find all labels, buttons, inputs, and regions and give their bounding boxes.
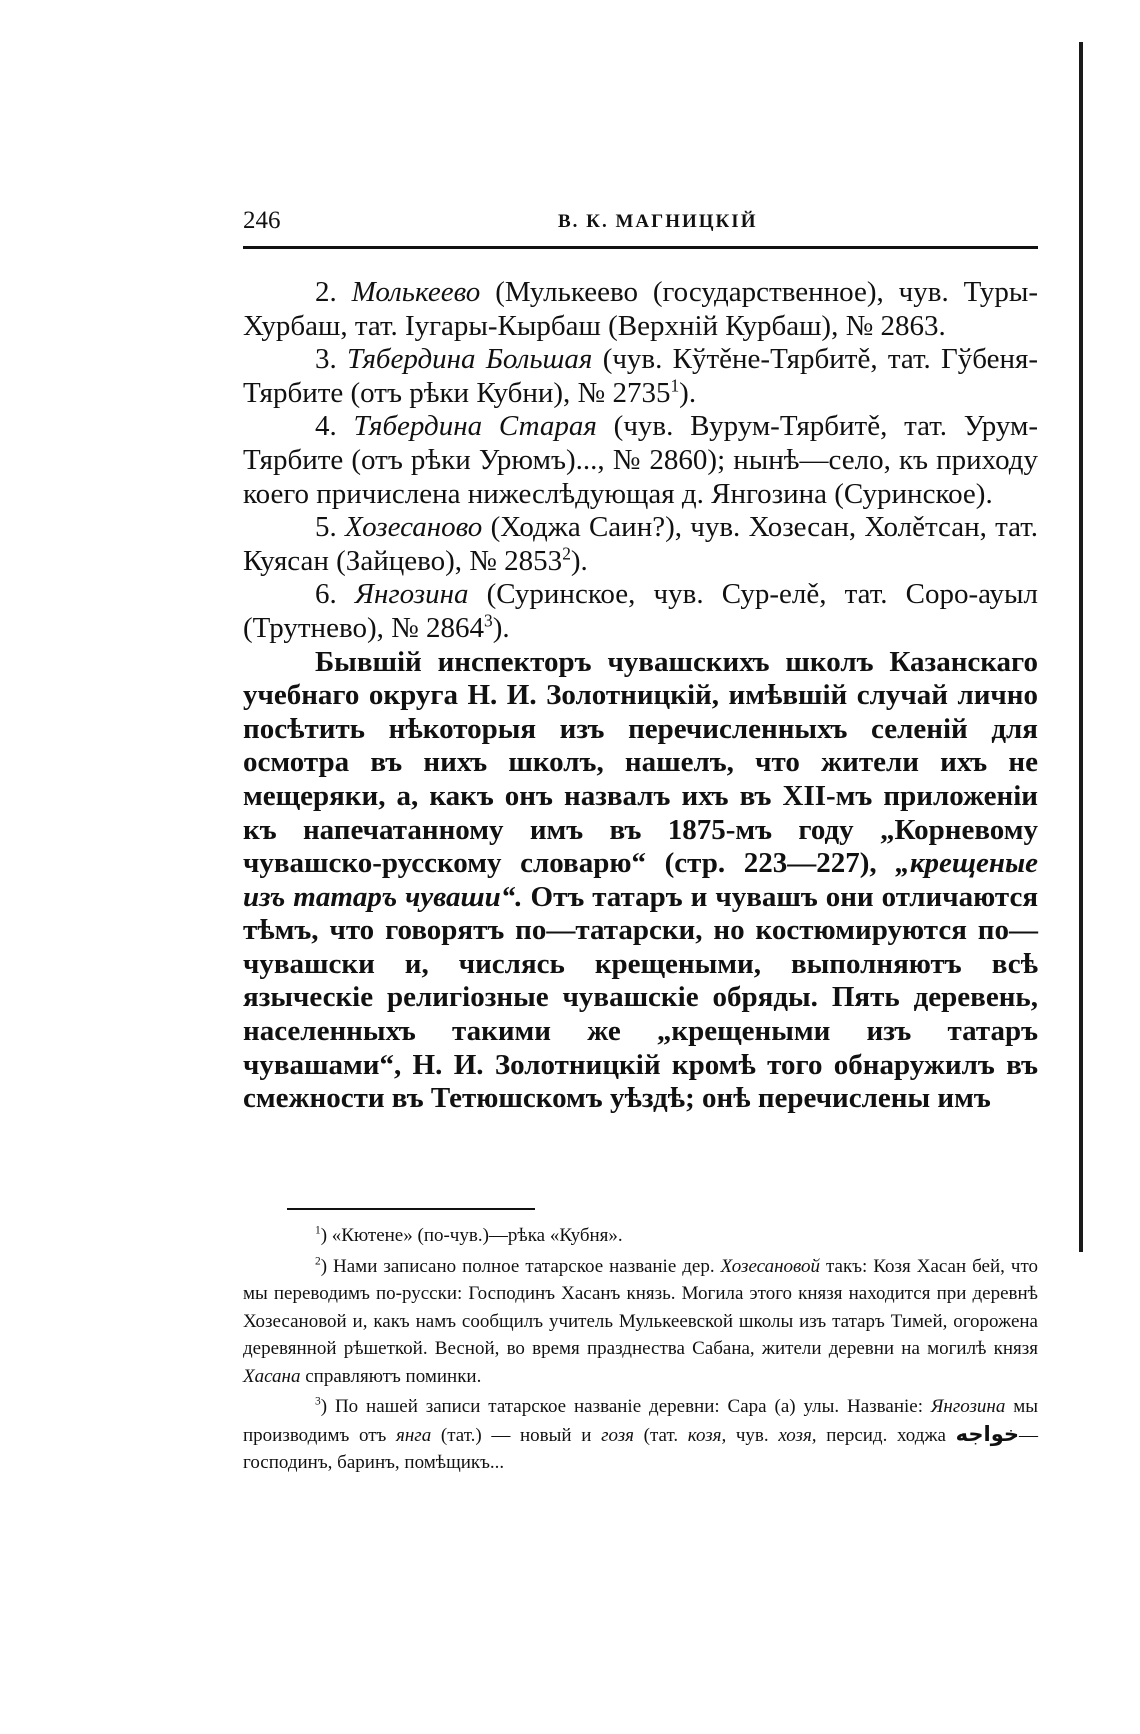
footnotes: [243, 1222, 1038, 1480]
footnote: $^1$) «Кютене» (по-чув.)—рѣка «Кубня».: [315, 1224, 623, 1246]
list-item: 2. Молькеево (Мулькеево (государственное), чув. Туры-Хурбаш, тат. Іугары-Кырбаш (Верхній Курбаш), № 2863.: [243, 276, 1039, 342]
main-text: [243, 276, 1038, 1116]
footnote-ref: 2: [562, 543, 571, 564]
body-paragraph: Бывшій инспекторъ чувашскихъ школъ Казанскаго учебнаго округа Н. И. Золотницкій, имѣвшій случай лично посѣтить нѣкоторыя изъ перечисленныхъ селеній для осмотра въ нихъ школъ, нашелъ, что жители ихъ не мещеряки, а, какъ онъ назвалъ ихъ въ XII-мъ приложеніи къ напечатанному имъ въ 1875-мъ году „Корневому чувашско-русскому словарю“ (стр. 223—227), „крещеные изъ татаръ чуваши“. Отъ татаръ и чувашъ они отличаются тѣмъ, что говорятъ по—татарски, но костюмируются по—чувашски и, числясь крещеными, выполняютъ всѣ языческіе религіозные чувашскіе обряды. Пять деревень, населенныхъ такими же „крещеными изъ татаръ чувашами“, Н. И. Золотницкій кромѣ того обнаружилъ въ смежности въ Тетюшскомъ уѣздѣ; онѣ перечислены имъ: [243, 645, 1039, 1115]
arabic-word: خواجه: [955, 1421, 1020, 1446]
list-item: 6. Янгозина (Суринское, чув. Сур-елě, тат. Соро-ауыл (Трутнево), № 2864$^3$).: [243, 578, 1038, 644]
page-number: 246: [243, 207, 281, 234]
footnote-rule: [287, 1208, 535, 1210]
footnote-ref: 3: [484, 610, 493, 631]
list-item: 3. Тябердина Большая (чув. Кўтěне-Тярбитě, тат. Гўбеня-Тярбите (отъ рѣки Кубни), № 2735$^1$).: [243, 343, 1039, 409]
list-item: 5. Хозесаново (Ходжа Саин?), чув. Хозесан, Холěтсан, тат. Куясан (Зайцево), № 2853$^2$).: [243, 511, 1039, 577]
page-edge-line: [1079, 42, 1083, 1252]
running-head: В. К. МАГНИЦКІЙ: [558, 211, 758, 232]
footnote-ref: 1: [670, 375, 680, 396]
header-rule: [243, 246, 1038, 249]
list-item: 4. Тябердина Старая (чув. Вурум-Тярбитě, тат. Урум-Тярбите (отъ рѣки Урюмъ)..., № 2860); нынѣ—село, къ приходу коего причислена нижеслѣдующая д. Янгозина (Суринское).: [243, 410, 1039, 510]
footnote: $^2$) Нами записано полное татарское названіе дер. Хозесановой такъ: Козя Хасан бей, что мы переводимъ по-русски: Господинъ Хасанъ князь. Могила этого князя находится при деревнѣ Хозесановой и, какъ намъ сообщилъ учитель Мулькеевской школы изъ татаръ Тимей, огорожена деревянной рѣшеткой. Весной, во время празднества Сабана, жители деревни на могилѣ князя Хасана справляютъ поминки.: [243, 1255, 1038, 1387]
footnote: $^3$) По нашей записи татарское названіе деревни: Сара (а) улы. Названіе: Янгозина мы производимъ отъ янга (тат.) — новый и гозя (тат. козя, чув. хозя, персид. ходжа خواجه—господинъ, баринъ, помѣщикъ...: [243, 1395, 1039, 1473]
page-header: [243, 206, 1038, 246]
